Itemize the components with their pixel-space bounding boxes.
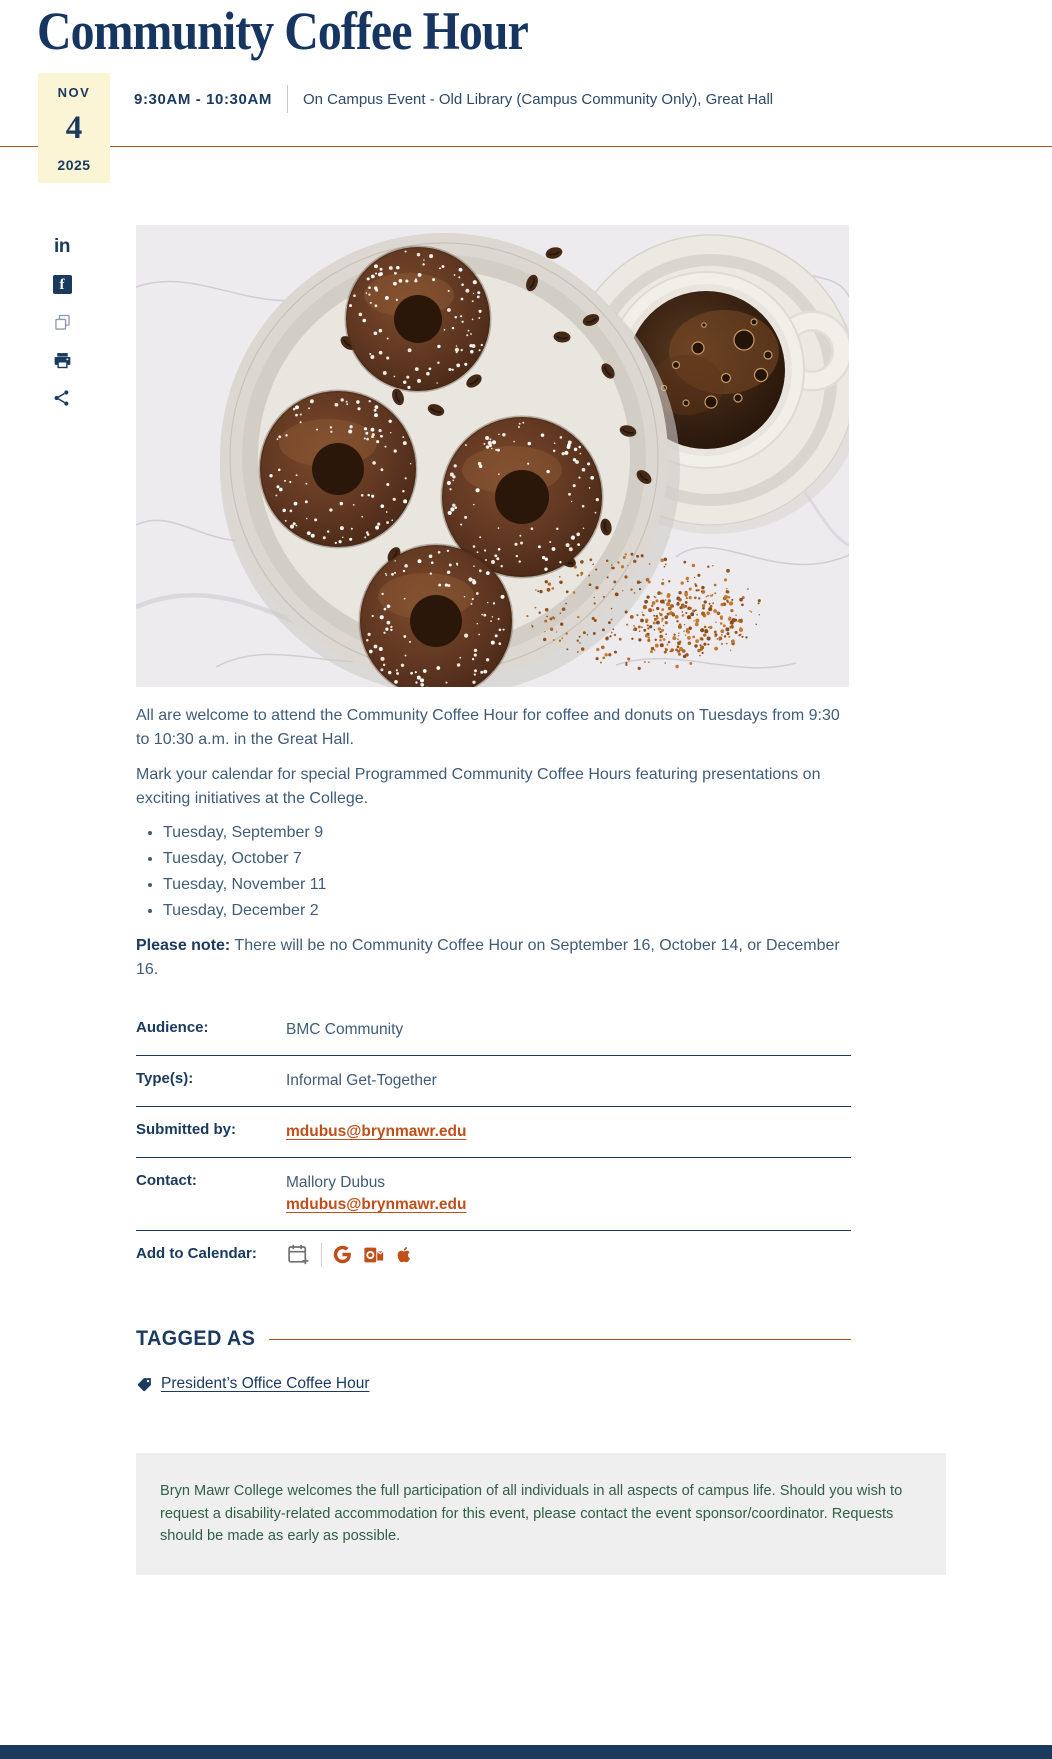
event-location: On Campus Event - Old Library (Campus Community Only), Great Hall <box>302 90 774 108</box>
date-badge <box>38 73 110 183</box>
donut <box>360 545 512 687</box>
calendar-paragraph: Mark your calendar for special Programmed Community Coffee Hours featuring presentations on exciting initiatives at the College. <box>136 766 821 807</box>
tagged-as-divider <box>269 1339 851 1340</box>
apple-calendar-icon <box>395 1244 414 1265</box>
contact-email-link[interactable]: mdubus@brynmawr.edu <box>286 1196 467 1213</box>
accessibility-disclaimer <box>136 1453 946 1575</box>
page-title: Community Coffee Hour <box>37 2 528 62</box>
schedule-list <box>136 824 851 919</box>
disclaimer-text: Bryn Mawr College welcomes the full participation of all individuals in all aspects of campus life. Should you wish to request a disability-related accommodation for this event, please contact the event sponsor/coordinator. Requests should be made as early as possible. <box>160 1483 903 1545</box>
tagged-as-section <box>136 1327 851 1393</box>
list-item: • Tuesday, December 2 <box>163 902 851 919</box>
share-toolbar <box>49 236 75 408</box>
event-photo <box>136 225 849 687</box>
list-item: • Tuesday, November 11 <box>163 876 851 893</box>
detail-label: Audience: <box>136 1019 209 1036</box>
add-to-calendar-button[interactable] <box>286 1242 311 1267</box>
detail-value: Informal Get-Together <box>286 1072 437 1089</box>
outlook-calendar-icon <box>363 1244 385 1266</box>
detail-row-types <box>136 1056 851 1107</box>
tag-item <box>136 1375 851 1393</box>
linkedin-icon: in <box>54 235 70 257</box>
donut <box>260 391 416 547</box>
submitted-by-email-link[interactable]: mdubus@brynmawr.edu <box>286 1123 467 1140</box>
date-month: NOV <box>57 85 91 100</box>
detail-row-add-to-calendar <box>136 1231 851 1279</box>
share-button[interactable] <box>51 388 73 408</box>
calendar-plus-icon <box>286 1242 311 1267</box>
tag-icon <box>136 1376 153 1393</box>
detail-label: Type(s): <box>136 1070 194 1087</box>
detail-value: BMC Community <box>286 1021 404 1038</box>
date-day: 4 <box>65 110 83 146</box>
contact-name: Mallory Dubus <box>286 1174 386 1191</box>
tag-link[interactable]: President’s Office Coffee Hour <box>161 1375 370 1392</box>
list-item: • Tuesday, October 7 <box>163 850 851 867</box>
google-calendar-icon <box>332 1244 353 1265</box>
print-icon <box>52 350 73 371</box>
event-details-table <box>136 1005 851 1279</box>
event-body <box>136 700 903 1575</box>
google-calendar-button[interactable] <box>332 1244 353 1265</box>
calendar-icons-divider <box>321 1243 322 1267</box>
outlook-calendar-button[interactable] <box>363 1244 385 1266</box>
detail-row-contact <box>136 1158 851 1231</box>
detail-label: Add to Calendar: <box>136 1245 257 1262</box>
tagged-as-heading: TAGGED AS <box>136 1327 256 1350</box>
intro-paragraph: All are welcome to attend the Community Coffee Hour for coffee and donuts on Tuesdays from 9:30 to 10:30 a.m. in the Great Hall. <box>136 707 840 748</box>
detail-label: Submitted by: <box>136 1121 236 1138</box>
apple-calendar-button[interactable] <box>395 1244 414 1265</box>
header-divider <box>0 146 1052 147</box>
page-bottom-bar <box>0 1745 1052 1759</box>
date-year: 2025 <box>57 157 91 173</box>
facebook-icon: f <box>53 275 72 294</box>
note-paragraph <box>136 934 851 981</box>
copy-link-icon <box>52 312 73 333</box>
list-item: • Tuesday, September 9 <box>163 824 851 841</box>
print-button[interactable] <box>51 350 73 370</box>
event-time: 9:30AM - 10:30AM <box>134 90 272 108</box>
linkedin-share-button[interactable] <box>51 236 73 256</box>
note-label: Please note: <box>136 937 231 954</box>
share-icon <box>52 388 72 408</box>
meta-divider <box>287 85 288 113</box>
detail-row-audience <box>136 1005 851 1056</box>
copy-link-button[interactable] <box>51 312 73 332</box>
detail-row-submitted-by <box>136 1107 851 1158</box>
facebook-share-button[interactable] <box>51 274 73 294</box>
donut <box>346 247 490 391</box>
event-meta <box>134 82 773 116</box>
detail-label: Contact: <box>136 1172 197 1189</box>
note-text: There will be no Community Coffee Hour on September 16, October 14, or December 16. <box>136 937 840 978</box>
